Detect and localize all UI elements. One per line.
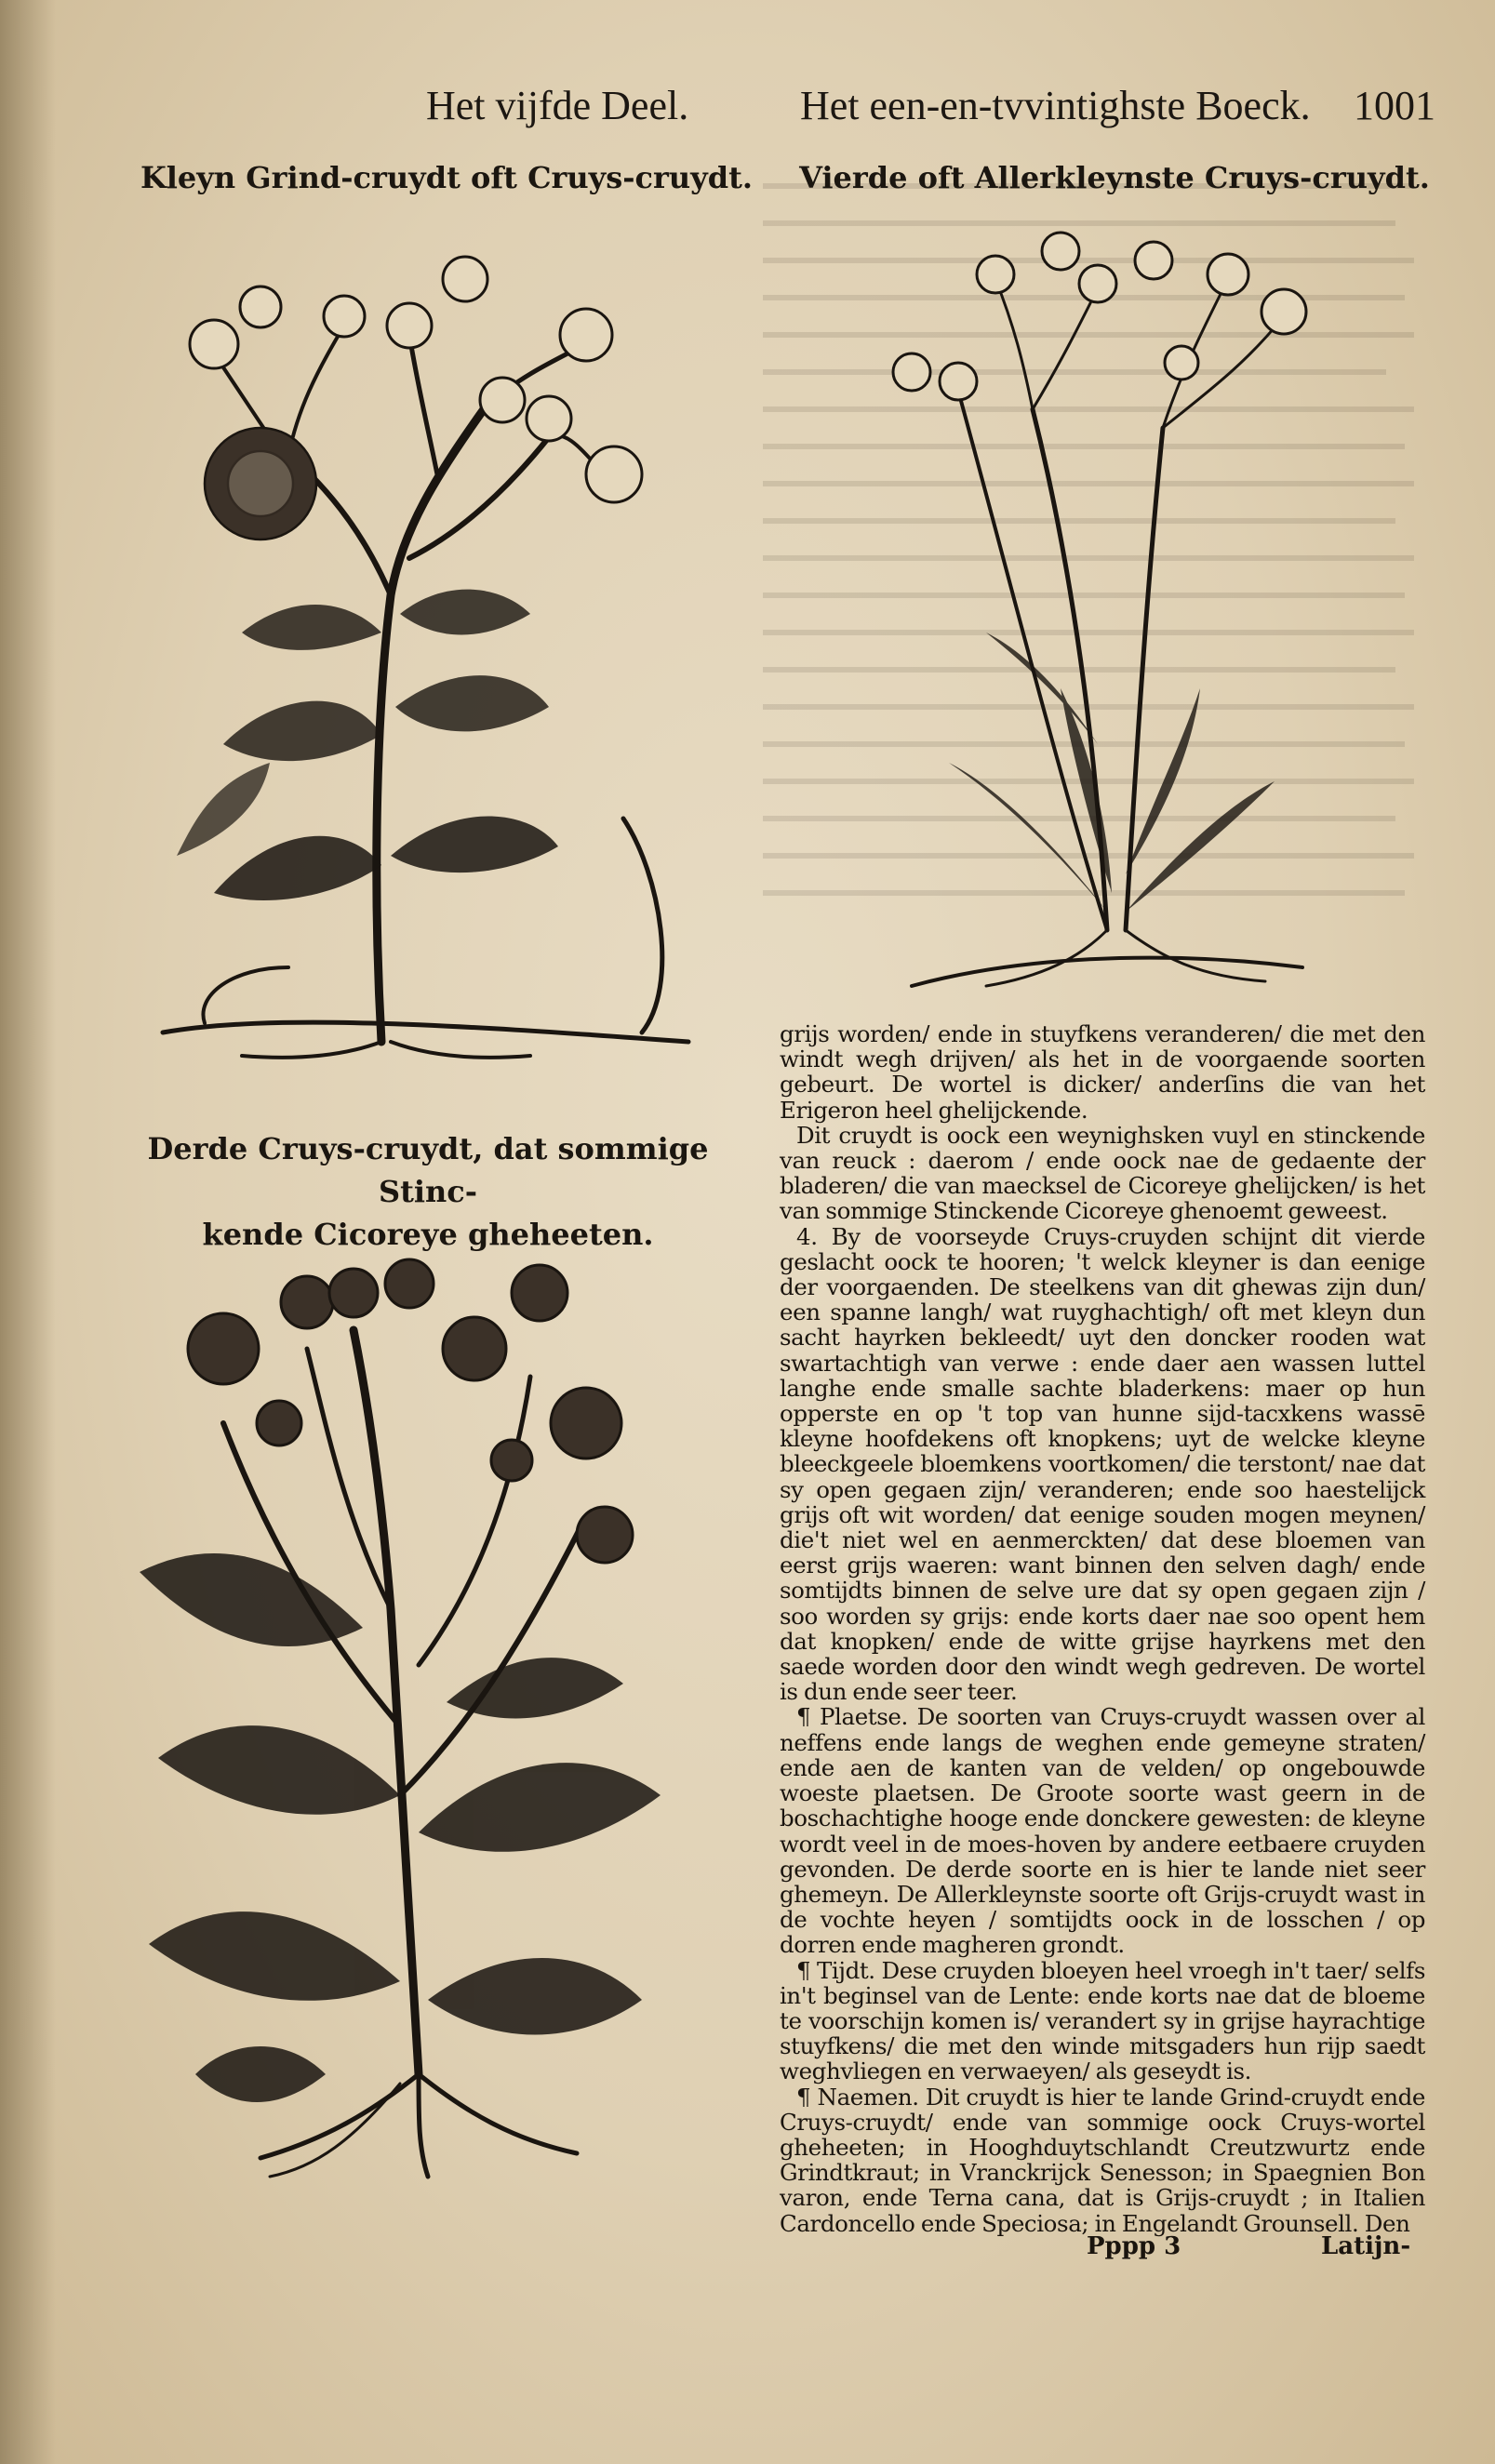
running-title-right: Het een-en-tvvintighste Boeck. bbox=[800, 83, 1311, 128]
woodcut-stinking-groundsel-illustration bbox=[140, 1237, 716, 2186]
caption-vierde-cruys-cruydt: Vierde oft Allerkleynste Cruys-cruydt. bbox=[799, 160, 1430, 195]
paragraph-plaetse: ¶ Plaetse. De soorten van Cruys-cruydt wassen over al neffens ende langs de weghen ende gemeyne straten/ ende aen de kanten van de velden/ op ongebouwde woeste plaetsen. De Groote soorte wast geern in de boschachtighe hooge ende donckere gewesten: de kleyne wordt veel in de moes-hoven by andere eetbaere cruyden gevonden. De derde soorte en is hier te lande niet seer ghemeyn. De Allerkleynste soorte oft Grijs-cruydt wast in de vochte heyen / somtijdts oock in de losschen / op dorren ende magheren grondt. bbox=[780, 1703, 1425, 1959]
paragraph-tijdt: ¶ Tijdt. Dese cruyden bloeyen heel vroegh in't taer/ selfs in't beginsel van de Lente: ende korts nae dat de bloeme te voorschijn komen is/ verandert sy in grijse hayrachtige stuyfkens/ die met den winde mitsgaders hun rijp saedt weghvliegen en verwaeyen/ als geseydt is. bbox=[780, 1956, 1425, 2085]
paragraph-continuation: grijs worden/ ende in stuyfkens veranderen/ die met den windt wegh drijven/ als het in de voorgaende soorten gebeurt. De wortel is dicker/ anderſins die van het Erigeron heel ghelijckende. bbox=[780, 1020, 1425, 1124]
paragraph-smell: Dit cruydt is oock een weynighsken vuyl en stinckende van reuck : daerom / ende oock nae de gedaente der bladeren/ die van maecksel de Cicoreye ghelijcken/ is het van sommige Stinckende Cicoreye ghenoemt geweest. bbox=[780, 1121, 1425, 1225]
running-title-left: Het vijfde Deel. bbox=[426, 83, 689, 128]
spine-shadow bbox=[0, 0, 56, 2464]
woodcut-groundsel-illustration bbox=[158, 223, 707, 1070]
paragraph-naemen: ¶ Naemen. Dit cruydt is hier te lande Grind-cruydt ende Cruys-cruydt/ ende van sommige oock Cruys-wortel gheheeten; in Hooghduytschlandt Creutzwurtz ende Grindtkraut; in Vranckrijck Senesson; in Spaegnien Bon varon, ende Terna cana, dat is Grijs-cruydt ; in Italien Cardoncello ende Speciosa; in Engelandt Grounsell. Den bbox=[780, 2083, 1425, 2237]
caption-kleyn-grind-cruydt: Kleyn Grind-cruydt oft Cruys-cruydt. bbox=[140, 160, 754, 195]
running-header bbox=[0, 82, 1495, 138]
folio-number: 1001 bbox=[1354, 83, 1435, 128]
catchword: Latijn- bbox=[1321, 2232, 1411, 2260]
page-footer bbox=[0, 2232, 1495, 2270]
paragraph-fourth-kind: 4. By de voorseyde Cruys-cruyden schijnt dit vierde geslacht oock te hooren; 't welck kleyner is dan eenige der voorgaenden. De steelkens van dit ghewas zijn dun/ een spanne langh/ wat ruyghachtigh/ oft met kleyn dun sacht hayrken bekleedt/ uyt den doncker rooden wat swartachtigh van verwe : ende daer aen wassen luttel langhe ende smalle sachte bladerkens: maer op hun opperste en op 't top van hunne sijd-tacxkens wassē kleyne hoofdekens oft knopkens; uyt de welcke kleyne bleeckgeele bloemkens voortkomen/ die terstont/ nae dat sy open gegaen zijn/ veranderen; ende soo haestelijck grijs oft wit worden/ dat eenige souden mogen meynen/ die't niet wel en aenmerckten/ dat dese bloemen van eerst grijs waeren: want binnen den selven dagh/ ende somtijdts binnen de selve ure dat sy open gegaen zijn / soo worden sy grijs: ende korts daer nae soo opent hem dat knopken/ ende de witte grijse hayrkens met den saede worden door den windt wegh gedreven. De wortel is dun ende seer teer. bbox=[780, 1222, 1425, 1706]
signature-mark: Pppp 3 bbox=[1087, 2232, 1181, 2260]
caption-line-2: kende Cicoreye gheheeten. bbox=[202, 1217, 654, 1252]
woodcut-smallest-groundsel-illustration bbox=[874, 223, 1395, 1005]
caption-line-1: Derde Cruys-cruydt, dat sommige Stinc- bbox=[147, 1131, 709, 1209]
body-text-column bbox=[780, 1021, 1425, 2236]
